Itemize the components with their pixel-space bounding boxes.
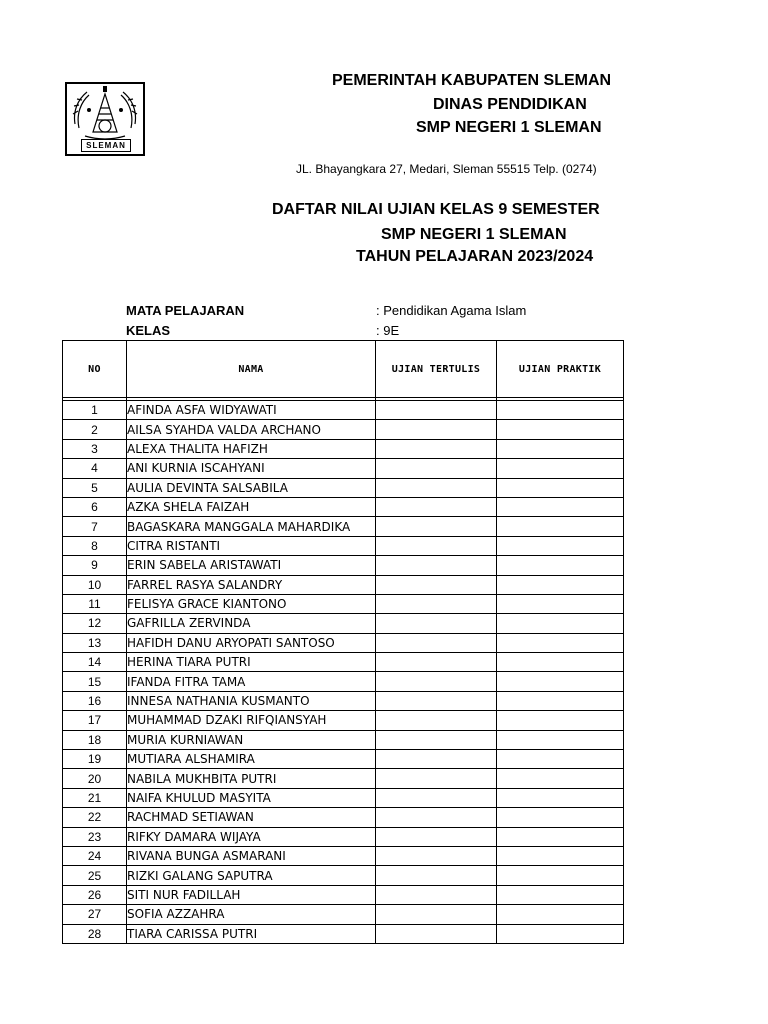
- practical-exam-score[interactable]: [497, 691, 624, 710]
- practical-exam-score[interactable]: [497, 846, 624, 865]
- row-number: 14: [63, 653, 127, 672]
- table-row: [63, 672, 624, 691]
- practical-exam-score[interactable]: [497, 497, 624, 516]
- col-header-no: NO: [63, 341, 127, 398]
- written-exam-score[interactable]: [376, 827, 497, 846]
- doc-title: DAFTAR NILAI UJIAN KELAS 9 SEMESTER: [272, 201, 600, 218]
- student-name: RIVANA BUNGA ASMARANI: [127, 846, 376, 865]
- table-row: [63, 885, 624, 904]
- student-name: HERINA TIARA PUTRI: [127, 653, 376, 672]
- grades-table: [62, 340, 624, 944]
- table-body: [63, 398, 624, 944]
- practical-exam-score[interactable]: [497, 536, 624, 555]
- written-exam-score[interactable]: [376, 730, 497, 749]
- written-exam-score[interactable]: [376, 711, 497, 730]
- practical-exam-score[interactable]: [497, 420, 624, 439]
- student-name: AULIA DEVINTA SALSABILA: [127, 478, 376, 497]
- table-row: [63, 420, 624, 439]
- table-row: [63, 439, 624, 458]
- student-name: RIFKY DAMARA WIJAYA: [127, 827, 376, 846]
- practical-exam-score[interactable]: [497, 924, 624, 943]
- row-number: 6: [63, 497, 127, 516]
- student-name: AZKA SHELA FAIZAH: [127, 497, 376, 516]
- student-name: MUHAMMAD DZAKI RIFQIANSYAH: [127, 711, 376, 730]
- student-name: AFINDA ASFA WIDYAWATI: [127, 401, 376, 420]
- row-number: 22: [63, 808, 127, 827]
- student-name: RIZKI GALANG SAPUTRA: [127, 866, 376, 885]
- student-name: ERIN SABELA ARISTAWATI: [127, 556, 376, 575]
- written-exam-score[interactable]: [376, 905, 497, 924]
- table-row: [63, 691, 624, 710]
- student-name: ALEXA THALITA HAFIZH: [127, 439, 376, 458]
- student-name: NAIFA KHULUD MASYITA: [127, 788, 376, 807]
- table-row: [63, 653, 624, 672]
- row-number: 10: [63, 575, 127, 594]
- row-number: 11: [63, 594, 127, 613]
- written-exam-score[interactable]: [376, 556, 497, 575]
- subject-label: MATA PELAJARAN: [126, 303, 245, 318]
- written-exam-score[interactable]: [376, 769, 497, 788]
- row-number: 7: [63, 517, 127, 536]
- row-number: 5: [63, 478, 127, 497]
- row-number: 18: [63, 730, 127, 749]
- row-number: 24: [63, 846, 127, 865]
- table-header-row: [63, 341, 624, 398]
- written-exam-score[interactable]: [376, 808, 497, 827]
- row-number: 25: [63, 866, 127, 885]
- row-number: 21: [63, 788, 127, 807]
- table-row: [63, 614, 624, 633]
- practical-exam-score[interactable]: [497, 769, 624, 788]
- written-exam-score[interactable]: [376, 594, 497, 613]
- class-label: KELAS: [126, 323, 171, 338]
- practical-exam-score[interactable]: [497, 653, 624, 672]
- student-name: MUTIARA ALSHAMIRA: [127, 750, 376, 769]
- row-number: 17: [63, 711, 127, 730]
- student-name: HAFIDH DANU ARYOPATI SANTOSO: [127, 633, 376, 652]
- row-number: 27: [63, 905, 127, 924]
- row-number: 16: [63, 691, 127, 710]
- row-number: 19: [63, 750, 127, 769]
- logo-caption: SLEMAN: [81, 139, 131, 152]
- row-number: 26: [63, 885, 127, 904]
- table-row: [63, 401, 624, 420]
- practical-exam-score[interactable]: [497, 885, 624, 904]
- student-name: GAFRILLA ZERVINDA: [127, 614, 376, 633]
- student-name: CITRA RISTANTI: [127, 536, 376, 555]
- table-row: [63, 788, 624, 807]
- table-row: [63, 536, 624, 555]
- practical-exam-score[interactable]: [497, 905, 624, 924]
- table-row: [63, 556, 624, 575]
- written-exam-score[interactable]: [376, 672, 497, 691]
- practical-exam-score[interactable]: [497, 866, 624, 885]
- written-exam-score[interactable]: [376, 517, 497, 536]
- written-exam-score[interactable]: [376, 633, 497, 652]
- written-exam-score[interactable]: [376, 691, 497, 710]
- table-row: [63, 478, 624, 497]
- table-row: [63, 866, 624, 885]
- practical-exam-score[interactable]: [497, 730, 624, 749]
- written-exam-score[interactable]: [376, 420, 497, 439]
- subject-value: : Pendidikan Agama Islam: [376, 303, 527, 318]
- doc-school: SMP NEGERI 1 SLEMAN: [381, 226, 567, 243]
- header-department: DINAS PENDIDIKAN: [433, 96, 587, 113]
- practical-exam-score[interactable]: [497, 439, 624, 458]
- row-number: 28: [63, 924, 127, 943]
- header-government: PEMERINTAH KABUPATEN SLEMAN: [332, 72, 612, 89]
- student-name: IFANDA FITRA TAMA: [127, 672, 376, 691]
- row-number: 12: [63, 614, 127, 633]
- table-row: [63, 517, 624, 536]
- practical-exam-score[interactable]: [497, 556, 624, 575]
- table-row: [63, 730, 624, 749]
- student-name: INNESA NATHANIA KUSMANTO: [127, 691, 376, 710]
- table-row: [63, 808, 624, 827]
- practical-exam-score[interactable]: [497, 711, 624, 730]
- class-value: : 9E: [376, 323, 400, 338]
- practical-exam-score[interactable]: [497, 614, 624, 633]
- row-number: 9: [63, 556, 127, 575]
- student-name: SOFIA AZZAHRA: [127, 905, 376, 924]
- student-name: FELISYA GRACE KIANTONO: [127, 594, 376, 613]
- practical-exam-score[interactable]: [497, 633, 624, 652]
- practical-exam-score[interactable]: [497, 672, 624, 691]
- row-number: 4: [63, 459, 127, 478]
- table-row: [63, 497, 624, 516]
- student-name: AILSA SYAHDA VALDA ARCHANO: [127, 420, 376, 439]
- student-name: NABILA MUKHBITA PUTRI: [127, 769, 376, 788]
- table-row: [63, 924, 624, 943]
- table-row: [63, 827, 624, 846]
- table-row: [63, 711, 624, 730]
- written-exam-score[interactable]: [376, 536, 497, 555]
- practical-exam-score[interactable]: [497, 575, 624, 594]
- written-exam-score[interactable]: [376, 497, 497, 516]
- table-row: [63, 459, 624, 478]
- row-number: 8: [63, 536, 127, 555]
- written-exam-score[interactable]: [376, 575, 497, 594]
- practical-exam-score[interactable]: [497, 459, 624, 478]
- practical-exam-score[interactable]: [497, 401, 624, 420]
- table-row: [63, 769, 624, 788]
- written-exam-score[interactable]: [376, 846, 497, 865]
- practical-exam-score[interactable]: [497, 827, 624, 846]
- row-number: 3: [63, 439, 127, 458]
- written-exam-score[interactable]: [376, 614, 497, 633]
- table-row: [63, 750, 624, 769]
- row-number: 20: [63, 769, 127, 788]
- student-name: TIARA CARISSA PUTRI: [127, 924, 376, 943]
- written-exam-score[interactable]: [376, 924, 497, 943]
- practical-exam-score[interactable]: [497, 517, 624, 536]
- row-number: 13: [63, 633, 127, 652]
- row-number: 2: [63, 420, 127, 439]
- header-address: JL. Bhayangkara 27, Medari, Sleman 55515 Telp. (0274): [296, 162, 597, 176]
- practical-exam-score[interactable]: [497, 478, 624, 497]
- row-number: 15: [63, 672, 127, 691]
- written-exam-score[interactable]: [376, 885, 497, 904]
- written-exam-score[interactable]: [376, 459, 497, 478]
- col-header-ujian-tertulis: UJIAN TERTULIS: [376, 341, 497, 398]
- written-exam-score[interactable]: [376, 788, 497, 807]
- table-row: [63, 633, 624, 652]
- row-number: 1: [63, 401, 127, 420]
- practical-exam-score[interactable]: [497, 808, 624, 827]
- student-name: BAGASKARA MANGGALA MAHARDIKA: [127, 517, 376, 536]
- written-exam-score[interactable]: [376, 653, 497, 672]
- doc-academic-year: TAHUN PELAJARAN 2023/2024: [356, 248, 594, 265]
- practical-exam-score[interactable]: [497, 788, 624, 807]
- student-name: ANI KURNIA ISCAHYANI: [127, 459, 376, 478]
- student-name: MURIA KURNIAWAN: [127, 730, 376, 749]
- practical-exam-score[interactable]: [497, 750, 624, 769]
- table-row: [63, 905, 624, 924]
- written-exam-score[interactable]: [376, 866, 497, 885]
- written-exam-score[interactable]: [376, 750, 497, 769]
- written-exam-score[interactable]: [376, 401, 497, 420]
- student-name: SITI NUR FADILLAH: [127, 885, 376, 904]
- header-school: SMP NEGERI 1 SLEMAN: [416, 119, 602, 136]
- table-row: [63, 846, 624, 865]
- table-row: [63, 594, 624, 613]
- col-header-ujian-praktik: UJIAN PRAKTIK: [497, 341, 624, 398]
- student-name: RACHMAD SETIAWAN: [127, 808, 376, 827]
- student-name: FARREL RASYA SALANDRY: [127, 575, 376, 594]
- col-header-nama: NAMA: [127, 341, 376, 398]
- practical-exam-score[interactable]: [497, 594, 624, 613]
- row-number: 23: [63, 827, 127, 846]
- table-row: [63, 575, 624, 594]
- written-exam-score[interactable]: [376, 439, 497, 458]
- sleman-emblem-logo: [65, 82, 145, 156]
- written-exam-score[interactable]: [376, 478, 497, 497]
